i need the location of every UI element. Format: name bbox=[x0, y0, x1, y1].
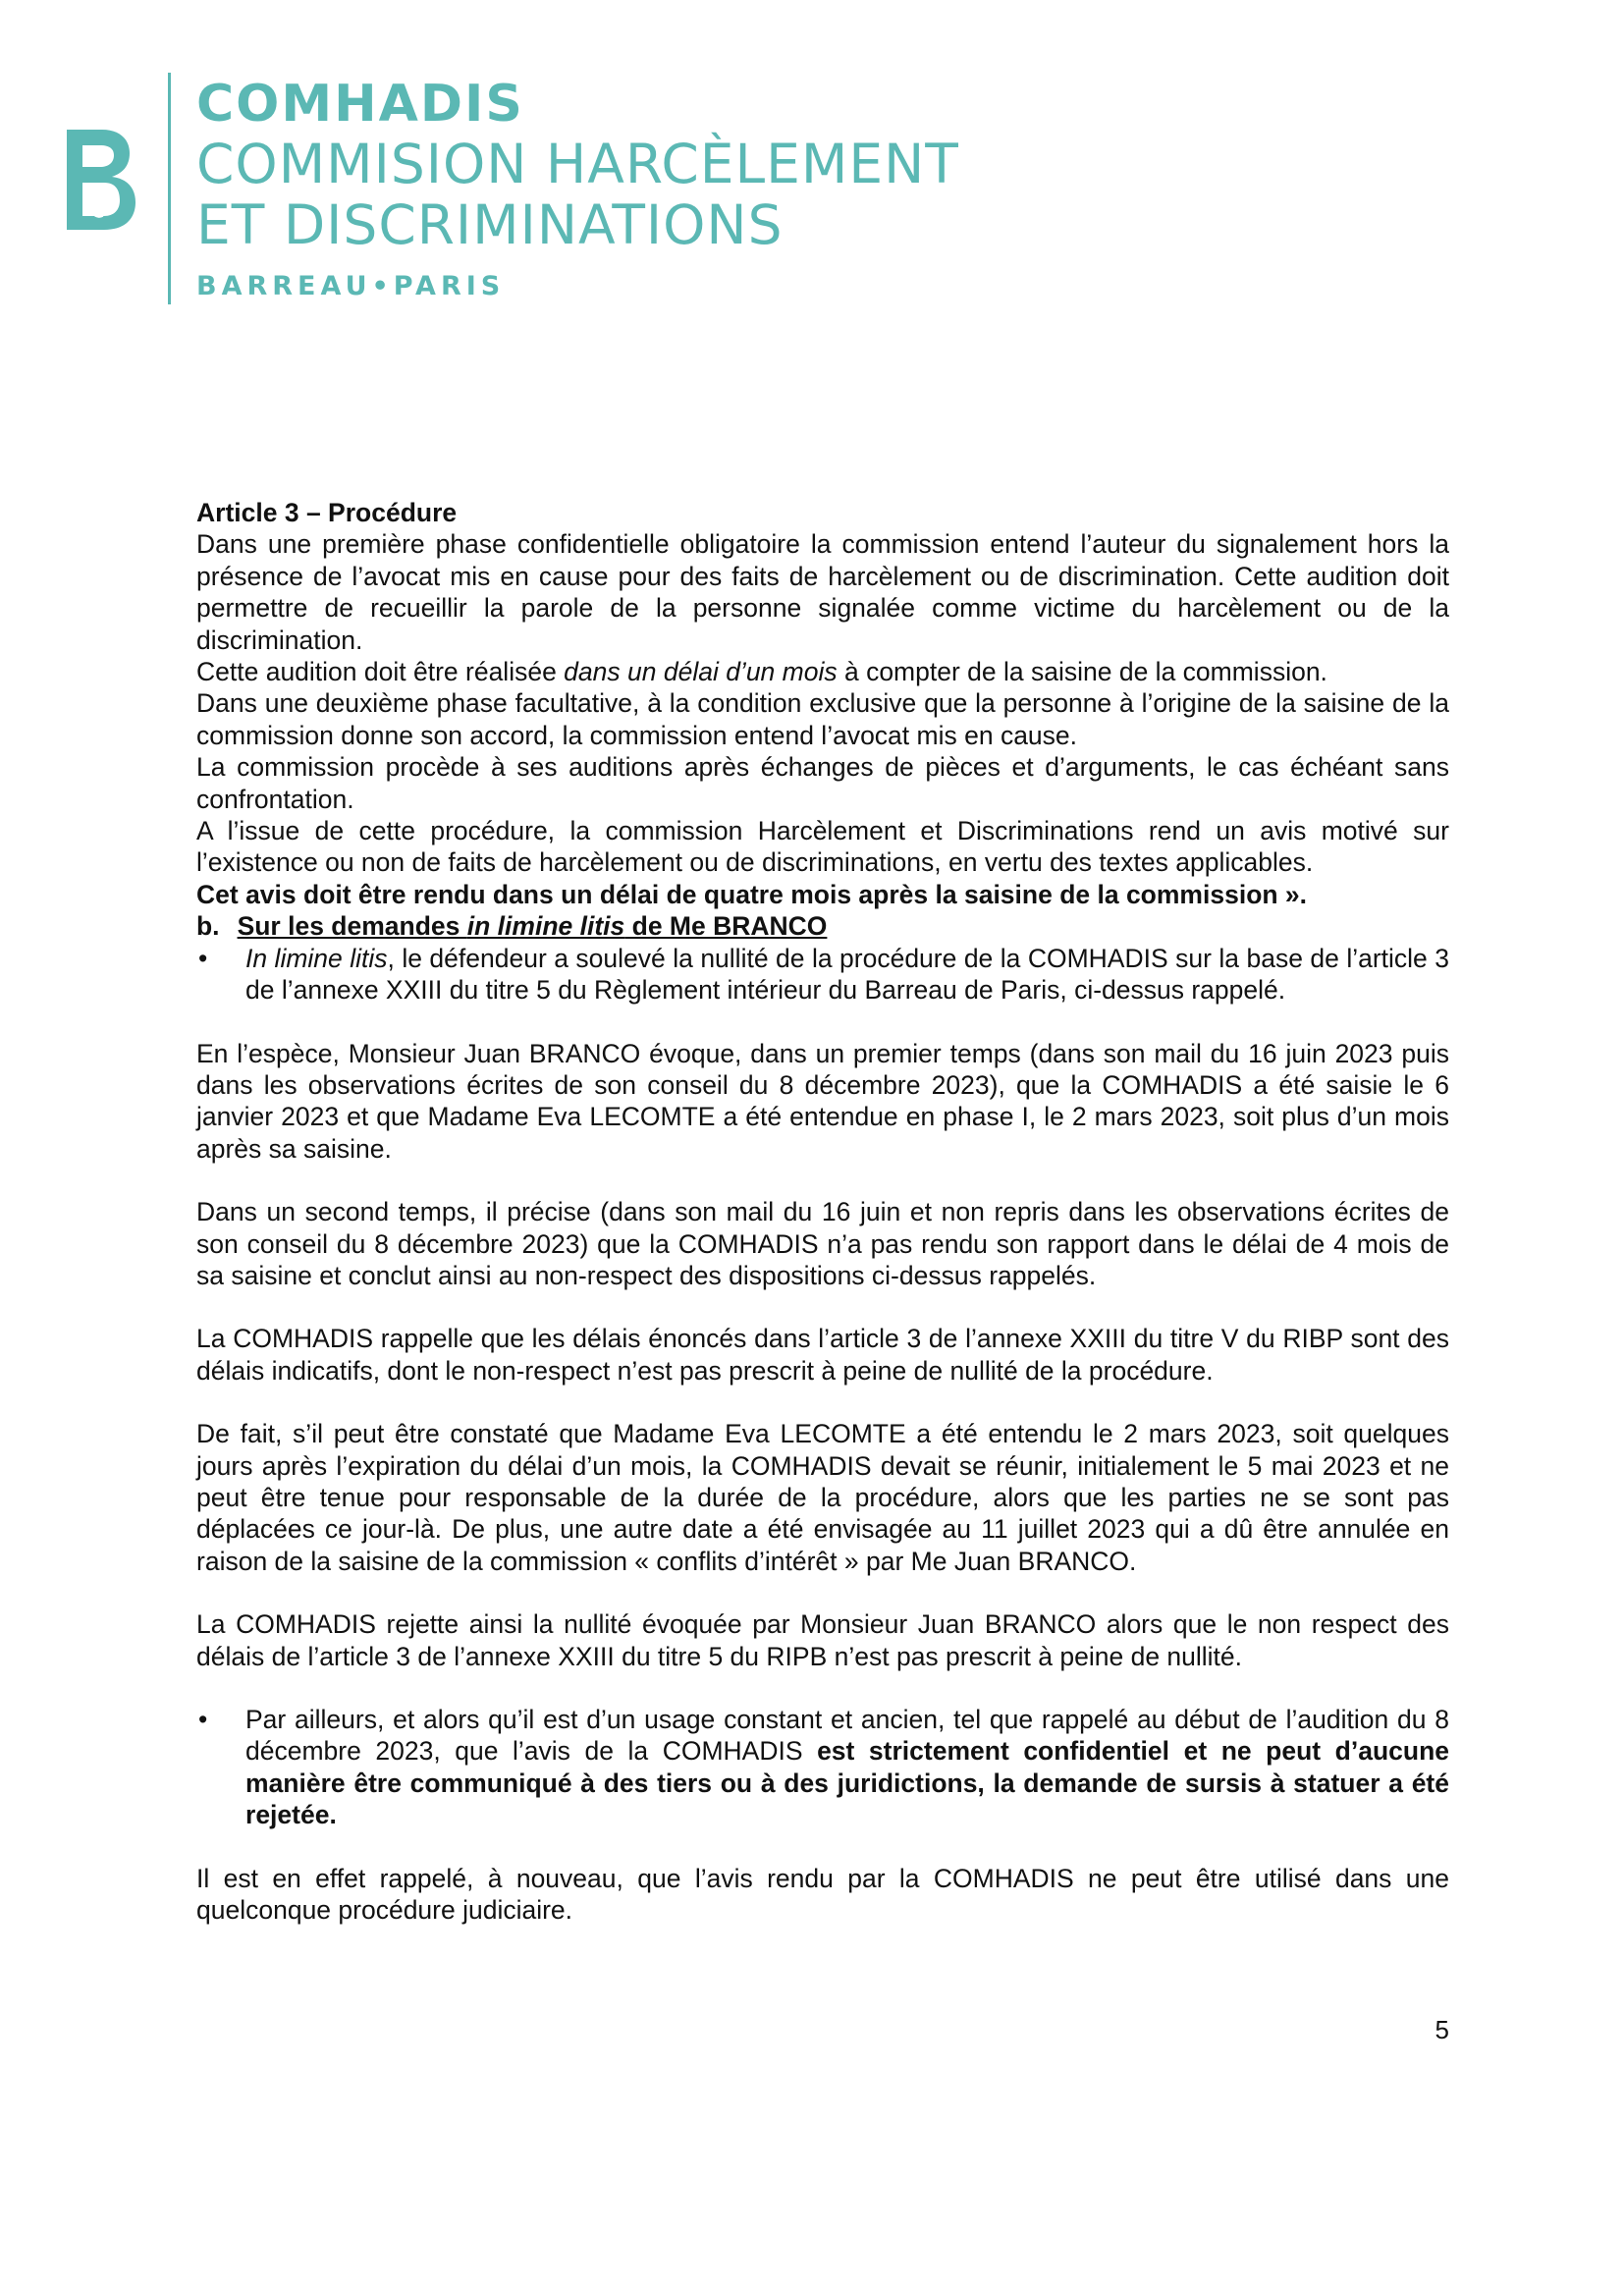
text-span: Sur les demandes bbox=[237, 911, 467, 942]
bullet-icon: • bbox=[198, 1705, 208, 1734]
article-paragraph-1: Dans une première phase confidentielle obligatoire la commission entend l’auteur du signalement hors la présence de l’avocat mis en cause pour des faits de harcèlement ou de discrimination. Cette audition doit permettre de recueillir la parole de la personne signalée comme victime du harcèlement ou de la discrimination. bbox=[196, 529, 1449, 655]
bullet-item-2 bbox=[196, 1704, 1449, 1831]
article-paragraph-3: Dans une deuxième phase facultative, à la condition exclusive que la personne à l’origine de la saisine de la commission donne son accord, la commission entend l’avocat mis en cause. bbox=[196, 688, 1449, 750]
document-body bbox=[196, 497, 1449, 1926]
brand-title-line-2: ET DISCRIMINATIONS bbox=[196, 193, 784, 256]
article-paragraph-2 bbox=[196, 656, 1449, 687]
text-span: Par ailleurs, et alors qu’il est d’un usage constant et ancien, tel que rappelé au début de l’audition du 8 décembre 2023, que l’avis de la COMHADIS bbox=[245, 1705, 1449, 1767]
body-paragraph-1: En l’espèce, Monsieur Juan BRANCO évoque, dans un premier temps (dans son mail du 16 juin 2023 puis dans les observations écrites de son conseil du 8 décembre 2023), que la COMHADIS a été saisie le 6 janvier 2023 et que Madame Eva LECOMTE a été entendue en phase I, le 2 mars 2023, soit plus d’un mois après sa saisine. bbox=[196, 1038, 1449, 1164]
section-marker: b. bbox=[196, 911, 220, 942]
italic-span: dans un délai d’un mois bbox=[564, 657, 838, 687]
body-paragraph-3: La COMHADIS rappelle que les délais énoncés dans l’article 3 de l’annexe XXIII du titre V du RIBP sont des délais indicatifs, dont le non-respect n’est pas prescrit à peine de nullité de la procédure. bbox=[196, 1324, 1449, 1386]
article-paragraph-4: La commission procède à ses auditions après échanges de pièces et d’arguments, le cas échéant sans confrontation. bbox=[196, 752, 1449, 814]
body-paragraph-5: La COMHADIS rejette ainsi la nullité évoquée par Monsieur Juan BRANCO alors que le non respect des délais de l’article 3 de l’annexe XXIII du titre 5 du RIPB n’est pas prescrit à peine de nullité. bbox=[196, 1609, 1449, 1671]
section-title bbox=[238, 911, 828, 941]
bold-span: est strictement confidentiel et ne peut d’aucune manière être communiqué à des tiers ou à des juridictions, la demande de sursis à statuer a été rejetée. bbox=[245, 1736, 1449, 1830]
brand-title-line-1: COMMISION HARCÈLEMENT bbox=[196, 133, 959, 195]
italic-span: in limine litis bbox=[466, 911, 625, 942]
article-paragraph-5: A l’issue de cette procédure, la commission Harcèlement et Discriminations rend un avis motivé sur l’existence ou non de faits de harcèlement ou de discriminations, en vertu des textes applicables. bbox=[196, 816, 1449, 878]
bullet-icon: • bbox=[198, 943, 208, 973]
page-number: 5 bbox=[1435, 2015, 1449, 2044]
body-paragraph-2: Dans un second temps, il précise (dans son mail du 16 juin et non repris dans les observations écrites de son conseil du 8 décembre 2023) que la COMHADIS n’a pas rendu son rapport dans le délai de 4 mois de sa saisine et conclut ainsi au non-respect des dispositions ci-dessus rappelés. bbox=[196, 1197, 1449, 1290]
body-paragraph-6: Il est en effet rappelé, à nouveau, que l’avis rendu par la COMHADIS ne peut être utilisé dans une quelconque procédure judiciaire. bbox=[196, 1863, 1449, 1926]
text-span: de Me BRANCO bbox=[624, 911, 828, 942]
text-span: Cette audition doit être réalisée bbox=[196, 657, 565, 687]
barreau-paris-logo-icon bbox=[61, 128, 139, 236]
article-paragraph-6: Cet avis doit être rendu dans un délai de quatre mois après la saisine de la commission ». bbox=[196, 879, 1308, 909]
article-title: Article 3 – Procédure bbox=[196, 498, 458, 527]
header-divider bbox=[168, 73, 171, 304]
brand-name: COMHADIS bbox=[196, 75, 524, 134]
italic-span: In limine litis bbox=[245, 943, 388, 973]
body-paragraph-4: De fait, s’il peut être constaté que Madame Eva LECOMTE a été entendu le 2 mars 2023, soit quelques jours après l’expiration du délai d’un mois, la COMHADIS devait se réunir, initialement le 5 mai 2023 et ne peut être tenue pour responsable de la durée de la procédure, alors que les parties ne se sont pas déplacées ce jour-là. De plus, une autre date a été envisagée au 11 juillet 2023 qui a dû être annulée en raison de la saisine de la commission « conflits d’intérêt » par Me Juan BRANCO. bbox=[196, 1419, 1449, 1576]
text-span: à compter de la saisine de la commission. bbox=[837, 657, 1327, 687]
section-b-heading bbox=[196, 910, 1449, 942]
text-span: , le défendeur a soulevé la nullité de la procédure de la COMHADIS sur la base de l’article 3 de l’annexe XXIII du titre 5 du Règlement intérieur du Barreau de Paris, ci-dessus rappelé. bbox=[245, 943, 1449, 1006]
brand-block bbox=[196, 75, 959, 301]
brand-subtitle: BARREAU•PARIS bbox=[196, 271, 506, 301]
page-header bbox=[0, 0, 1624, 324]
bullet-item-1 bbox=[196, 943, 1449, 1006]
